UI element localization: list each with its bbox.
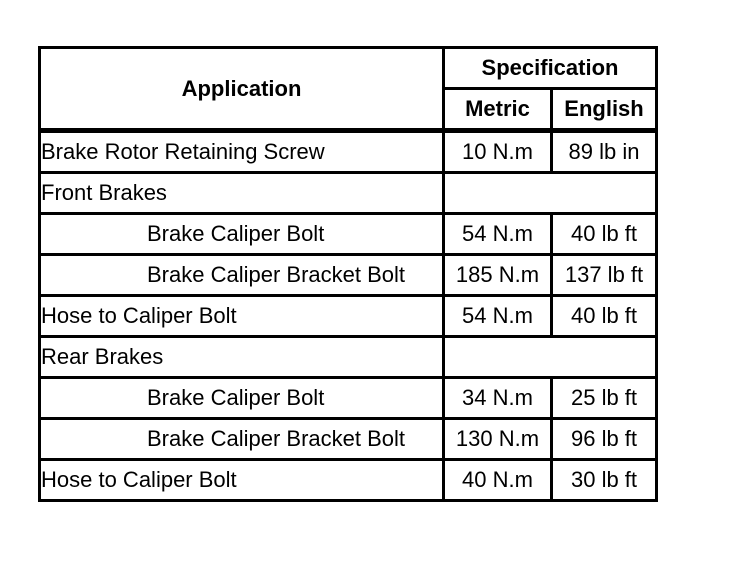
table-row [41, 215, 655, 256]
table-row-section [41, 174, 655, 215]
metric-cell: 40 N.m [445, 461, 553, 499]
table-row [41, 133, 655, 174]
application-header: Application [41, 49, 445, 133]
metric-header: Metric [445, 90, 553, 133]
application-cell: Brake Caliper Bolt [41, 379, 445, 420]
english-cell: 30 lb ft [570, 467, 638, 492]
metric-cell: 54 N.m [445, 215, 553, 256]
section-label-front-brakes: Front Brakes [41, 174, 445, 215]
english-cell: 96 lb ft [553, 420, 655, 461]
application-cell: Hose to Caliper Bolt [41, 297, 445, 338]
metric-cell: 185 N.m [445, 256, 553, 297]
metric-cell: 54 N.m [445, 297, 553, 338]
english-header: English [553, 90, 655, 133]
empty-spec-cell [445, 174, 655, 215]
application-cell: Brake Caliper Bolt [41, 215, 445, 256]
metric-cell: 34 N.m [445, 379, 553, 420]
table-row [41, 297, 655, 338]
torque-specification-table [38, 46, 658, 502]
english-cell: 40 lb ft [553, 297, 655, 338]
table-row [41, 256, 655, 297]
empty-spec-cell [445, 338, 655, 379]
table-row [41, 420, 655, 461]
application-cell: Brake Caliper Bracket Bolt [41, 256, 445, 297]
specification-header: Specification [445, 49, 655, 90]
section-label-rear-brakes: Rear Brakes [41, 338, 445, 379]
application-cell: Brake Rotor Retaining Screw [41, 133, 445, 174]
table-row-section [41, 338, 655, 379]
english-cell: 89 lb in [553, 133, 655, 174]
metric-cell: 10 N.m [445, 133, 553, 174]
table-row [41, 461, 655, 499]
english-cell: 25 lb ft [553, 379, 655, 420]
english-cell: 137 lb ft [553, 256, 655, 297]
table-row [41, 379, 655, 420]
application-cell: Brake Caliper Bracket Bolt [41, 420, 445, 461]
metric-cell: 130 N.m [445, 420, 553, 461]
application-cell: Hose to Caliper Bolt [41, 461, 445, 499]
english-cell: 40 lb ft [553, 215, 655, 256]
